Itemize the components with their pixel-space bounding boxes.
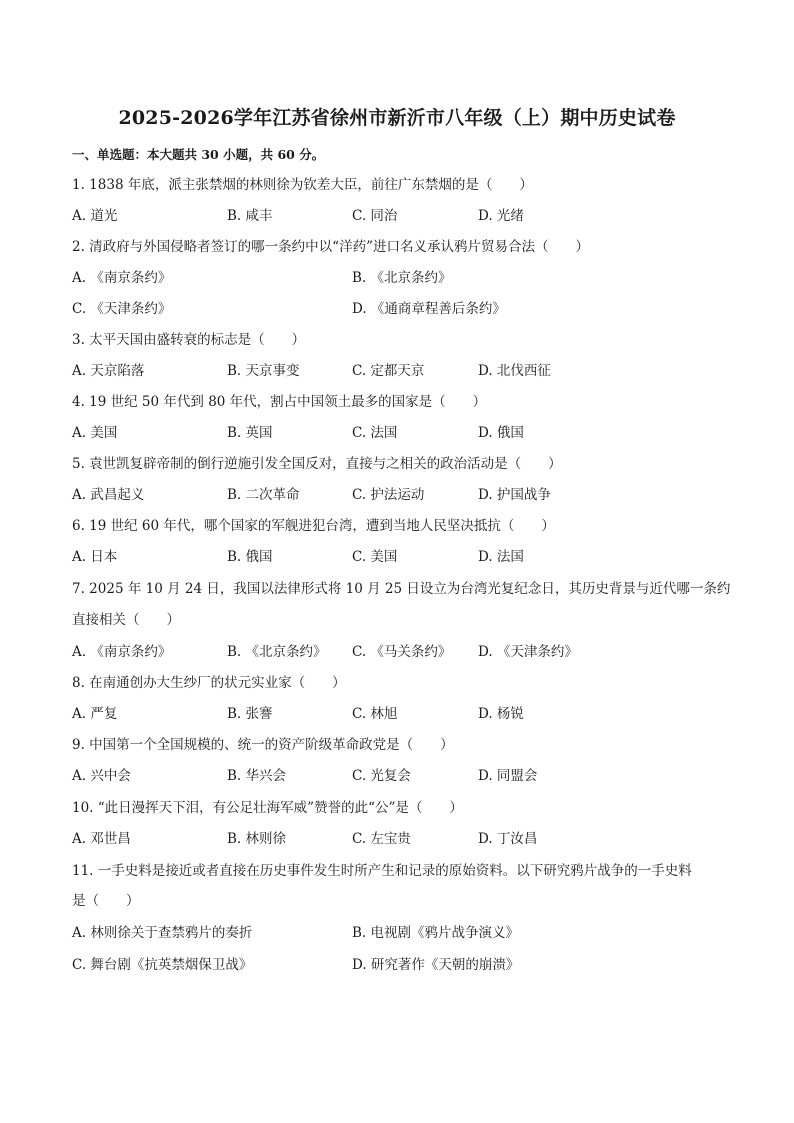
option-b: B. 电视剧《鸦片战争演义》 bbox=[352, 925, 520, 941]
question-7-stem: 7. 2025 年 10 月 24 日，我国以法律形式将 10 月 25 日设立为台湾光复纪念日，其历史背景与近代哪一条约 bbox=[72, 581, 731, 597]
question-2-options-row2 bbox=[72, 294, 722, 325]
option-a: A. 严复 bbox=[72, 706, 118, 722]
question-5-options bbox=[72, 480, 722, 511]
option-b: B. 《北京条约》 bbox=[352, 270, 452, 286]
option-c: C. 美国 bbox=[352, 549, 398, 565]
option-d: D. 光绪 bbox=[478, 208, 524, 224]
question-11-options-row1 bbox=[72, 918, 722, 949]
option-a: A. 《南京条约》 bbox=[72, 644, 172, 660]
question-10-options bbox=[72, 824, 722, 855]
option-c: C. 舞台剧《抗英禁烟保卫战》 bbox=[72, 957, 253, 973]
option-c: C. 光复会 bbox=[352, 768, 411, 784]
option-b: B. 林则徐 bbox=[227, 831, 287, 847]
question-2-stem: 2. 清政府与外国侵略者签订的哪一条约中以“洋药”进口名义承认鸦片贸易合法（ ） bbox=[72, 239, 589, 255]
exam-title: 2025-2026学年江苏省徐州市新沂市八年级（上）期中历史试卷 bbox=[118, 107, 676, 129]
option-c: C. 左宝贵 bbox=[352, 831, 411, 847]
option-b: B. 咸丰 bbox=[227, 208, 273, 224]
option-b: B. 张謇 bbox=[227, 706, 273, 722]
question-7-options bbox=[72, 637, 722, 668]
question-6-options bbox=[72, 542, 722, 573]
question-5-stem: 5. 袁世凯复辟帝制的倒行逆施引发全国反对，直接与之相关的政治活动是（ ） bbox=[72, 456, 562, 472]
question-11-stem-continued: 是（ ） bbox=[72, 893, 140, 909]
option-b: B. 天京事变 bbox=[227, 363, 300, 379]
question-9-stem: 9. 中国第一个全国规模的、统一的资产阶级革命政党是（ ） bbox=[72, 737, 454, 753]
option-a: A. 道光 bbox=[72, 208, 118, 224]
option-b: B. 华兴会 bbox=[227, 768, 287, 784]
option-a: A. 天京陷落 bbox=[72, 363, 145, 379]
option-d: D. 《天津条约》 bbox=[478, 644, 578, 660]
option-a: A. 邓世昌 bbox=[72, 831, 131, 847]
option-a: A. 武昌起义 bbox=[72, 487, 145, 503]
question-3-stem: 3. 太平天国由盛转衰的标志是（ ） bbox=[72, 332, 306, 348]
question-3-options bbox=[72, 356, 722, 387]
option-d: D. 北伐西征 bbox=[478, 363, 551, 379]
option-a: A. 美国 bbox=[72, 425, 118, 441]
question-4-options bbox=[72, 418, 722, 449]
question-6-stem: 6. 19 世纪 60 年代，哪个国家的军舰进犯台湾，遭到当地人民坚决抵抗（ ） bbox=[72, 518, 555, 534]
option-c: C. 《天津条约》 bbox=[72, 301, 172, 317]
question-2-options-row1 bbox=[72, 263, 722, 294]
option-a: A. 《南京条约》 bbox=[72, 270, 172, 286]
question-1-stem: 1. 1838 年底，派主张禁烟的林则徐为钦差大臣，前往广东禁烟的是（ ） bbox=[72, 177, 533, 193]
option-b: B. 《北京条约》 bbox=[227, 644, 327, 660]
question-11-options-row2 bbox=[72, 950, 722, 981]
option-d: D. 《通商章程善后条约》 bbox=[352, 301, 506, 317]
question-1-options bbox=[72, 201, 722, 232]
section-heading: 一、单选题：本大题共 30 小题，共 60 分。 bbox=[72, 147, 325, 162]
option-b: B. 俄国 bbox=[227, 549, 273, 565]
question-7-stem-continued: 直接相关（ ） bbox=[72, 612, 180, 628]
option-d: D. 研究著作《天朝的崩溃》 bbox=[352, 957, 520, 973]
option-c: C. 《马关条约》 bbox=[352, 644, 452, 660]
option-b: B. 英国 bbox=[227, 425, 273, 441]
question-4-stem: 4. 19 世纪 50 年代到 80 年代，割占中国领土最多的国家是（ ） bbox=[72, 394, 487, 410]
option-a: A. 林则徐关于查禁鸦片的奏折 bbox=[72, 925, 253, 941]
option-a: A. 兴中会 bbox=[72, 768, 131, 784]
option-d: D. 杨锐 bbox=[478, 706, 524, 722]
option-d: D. 丁汝昌 bbox=[478, 831, 538, 847]
option-c: C. 林旭 bbox=[352, 706, 398, 722]
option-c: C. 同治 bbox=[352, 208, 398, 224]
option-a: A. 日本 bbox=[72, 549, 118, 565]
option-b: B. 二次革命 bbox=[227, 487, 300, 503]
question-8-stem: 8. 在南通创办大生纱厂的状元实业家（ ） bbox=[72, 675, 346, 691]
question-9-options bbox=[72, 761, 722, 792]
question-10-stem: 10. “此日漫挥天下泪，有公足壮海军威”赞誉的此“公”是（ ） bbox=[72, 800, 463, 816]
option-c: C. 法国 bbox=[352, 425, 398, 441]
option-d: D. 同盟会 bbox=[478, 768, 538, 784]
option-c: C. 护法运动 bbox=[352, 487, 425, 503]
option-d: D. 护国战争 bbox=[478, 487, 551, 503]
option-d: D. 法国 bbox=[478, 549, 524, 565]
question-8-options bbox=[72, 699, 722, 730]
option-d: D. 俄国 bbox=[478, 425, 524, 441]
question-11-stem: 11. 一手史料是接近或者直接在历史事件发生时所产生和记录的原始资料。以下研究鸦片战争的一手史料 bbox=[72, 863, 692, 879]
option-c: C. 定都天京 bbox=[352, 363, 425, 379]
